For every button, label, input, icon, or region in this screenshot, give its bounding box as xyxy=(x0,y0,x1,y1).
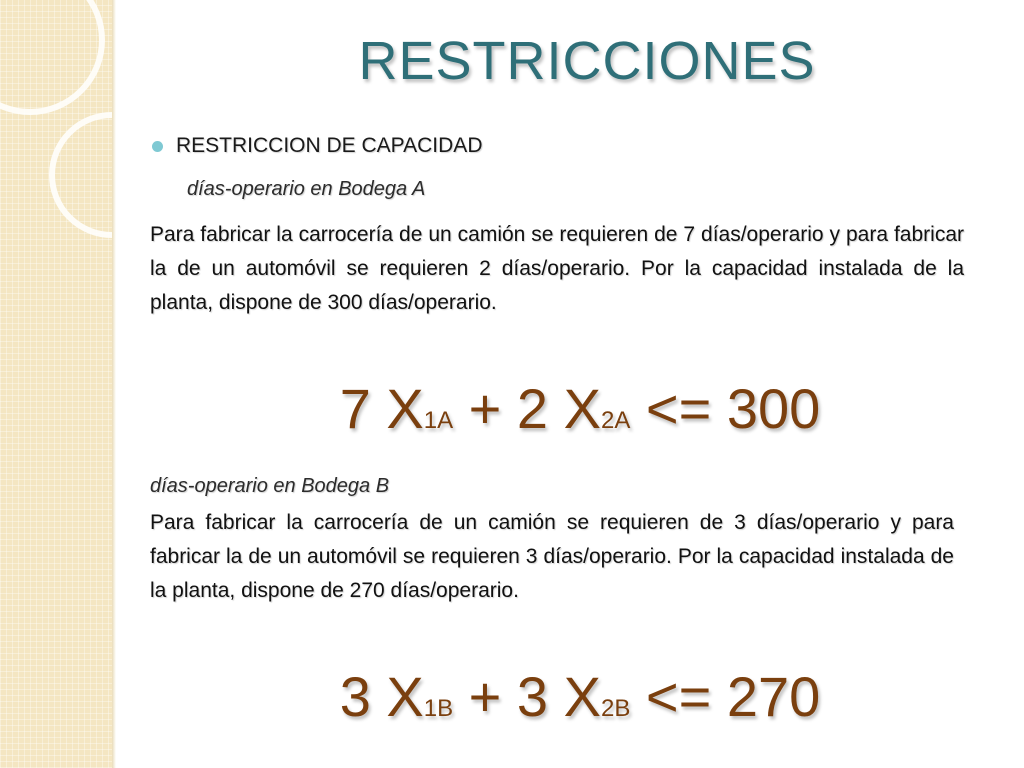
bullet-dot-icon xyxy=(152,141,163,152)
equation-b-sub2: 2B xyxy=(600,695,631,722)
equation-a-term2: + 2 X xyxy=(453,377,601,440)
equation-a-term1: 7 X xyxy=(339,377,424,440)
equation-a-rhs: <= 300 xyxy=(630,377,821,440)
equation-a-sub1: 1A xyxy=(423,407,454,434)
equation-b xyxy=(150,664,1010,729)
section-a-subtitle: días-operario en Bodega A xyxy=(187,178,426,200)
bullet-item xyxy=(152,134,482,158)
equation-b-term1: 3 X xyxy=(339,665,424,728)
slide-title: RESTRICCIONES xyxy=(358,31,816,91)
decorative-side-band xyxy=(0,0,112,768)
equation-b-rhs: <= 270 xyxy=(630,665,821,728)
section-b-subtitle: días-operario en Bodega B xyxy=(150,475,390,497)
bullet-text: RESTRICCION DE CAPACIDAD xyxy=(176,134,483,157)
equation-b-term2: + 3 X xyxy=(453,665,601,728)
decorative-rings xyxy=(0,0,112,768)
equation-a-sub2: 2A xyxy=(600,407,631,434)
equation-b-sub1: 1B xyxy=(423,695,454,722)
equation-a xyxy=(150,376,1010,441)
section-a-paragraph: Para fabricar la carrocería de un camión se requieren de 7 días/operario y para fabricar la de un automóvil se requieren 2 días/operario. Por la capacidad instalada de la planta, dispone de 300 días/operario. xyxy=(150,223,964,314)
section-b-paragraph: Para fabricar la carrocería de un camión se requieren de 3 días/operario y para fabricar la de un automóvil se requieren 3 días/operario. Por la capacidad instalada de la planta, dispone de 270 días/operario. xyxy=(150,511,954,602)
side-band-edge xyxy=(112,0,116,768)
